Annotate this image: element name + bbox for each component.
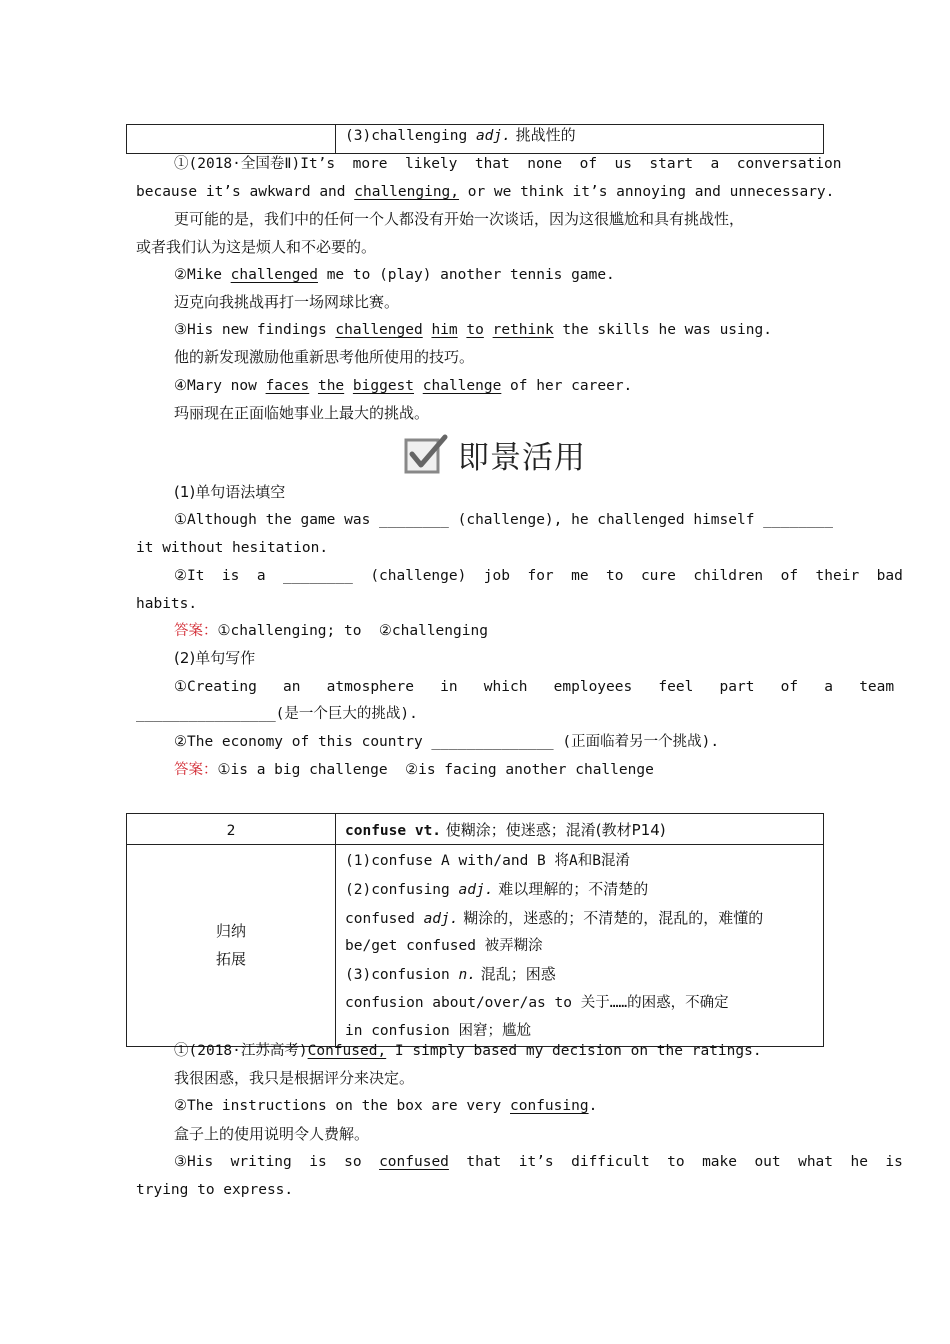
entry-number: 2 [226,822,236,839]
answer-label: 答案： [174,623,218,639]
underlined-word: challenging, [354,184,460,200]
headword-meaning: 使糊涂；使迷惑；混淆(教材P14) [441,820,666,839]
question-3-line-2: ________________(是一个巨大的挑战). [136,706,418,722]
headword: confuse vt. [345,822,442,839]
example-6-translation: 盒子上的使用说明令人费解。 [174,1125,370,1143]
question-4: ②The economy of this country ______________ (正面临着另一个挑战). [174,734,720,750]
example-3-translation: 他的新发现激励他重新思考他所使用的技巧。 [174,348,475,366]
expansion-line-4: be/get confused 被弄糊涂 [345,938,543,955]
expansion-line-2: (2)confusing adj. 难以理解的；不清楚的 [345,879,649,898]
category-label-1: 归纳 [215,922,246,941]
answer-2: 答案：①is a big challenge ②is facing another challenge [174,762,654,778]
example-1-translation-1: 更可能的是，我们中的任何一个人都没有开始一次谈话，因为这很尴尬和具有挑战性， [174,210,745,228]
table-right-cell [336,125,824,154]
question-1-line-1: ①Although the game was ________ (challenge), he challenged himself ________ [174,512,833,528]
expansion-line-7: in confusion 困窘；尴尬 [345,1022,531,1039]
headword-cell [336,814,824,845]
example-4: ④Mary now faces the biggest challenge of her career. [174,378,633,394]
vocab-table-confuse [126,813,824,1047]
entry-number-cell [127,814,336,845]
example-7-line-1: ③His writing is so confused that it’s difficult to make out what he is [174,1154,903,1170]
expansion-line-3: confused adj. 糊涂的，迷惑的；不清楚的，混乱的，难懂的 [345,908,764,927]
example-6: ②The instructions on the box are very confusing. [174,1098,598,1114]
section-heading [404,434,586,474]
vocab-table-continued [126,124,824,154]
example-1-line-2: because it’s awkward and challenging, or we think it’s annoying and unnecessary. [136,184,835,200]
expansion-line-5: (3)confusion n. 混乱；困惑 [345,965,556,984]
example-7-line-2: trying to express. [136,1182,294,1198]
question-2-line-1: ②It is a ________ (challenge) job for me to cure children of their bad [174,568,903,584]
example-1-line-1: ①(2018·全国卷Ⅱ)It’s more likely that none of us start a conversation [174,156,842,172]
checkbox-icon [404,434,448,474]
practice-1-label: (1)单句语法填空 [174,483,286,501]
practice-2-label: (2)单句写作 [174,649,256,667]
example-2: ②Mike challenged me to (play) another tennis game. [174,267,615,283]
question-2-line-2: habits. [136,596,198,612]
answer-label: 答案： [174,762,218,778]
example-1-translation-2: 或者我们认为这是烦人和不必要的。 [136,238,377,256]
example-3: ③His new findings challenged him to rethink the skills he was using. [174,322,772,338]
example-4-translation: 玛丽现在正面临她事业上最大的挑战。 [174,404,430,422]
example-5-translation: 我很困惑，我只是根据评分来决定。 [174,1069,415,1087]
category-label-2: 拓展 [215,950,246,969]
answer-1: 答案：①challenging; to ②challenging [174,623,488,639]
question-3-line-1: ①Creating an atmosphere in which employees feel part of a team [174,679,895,695]
question-1-line-2: it without hesitation. [136,540,329,556]
section-title: 即景活用 [458,439,586,476]
example-5: ①(2018·江苏高考)Confused, I simply based my decision on the ratings. [174,1043,762,1059]
definition-challenging: (3)challenging adj. 挑战性的 [345,126,576,144]
example-2-translation: 迈克向我挑战再打一场网球比赛。 [174,293,400,311]
table-left-cell [127,125,336,154]
expansion-line-1: (1)confuse A with/and B 将A和B混淆 [345,853,630,869]
expansion-cell [336,845,824,1047]
category-cell [127,845,336,1047]
expansion-line-6: confusion about/over/as to 关于……的困惑，不确定 [345,994,729,1011]
